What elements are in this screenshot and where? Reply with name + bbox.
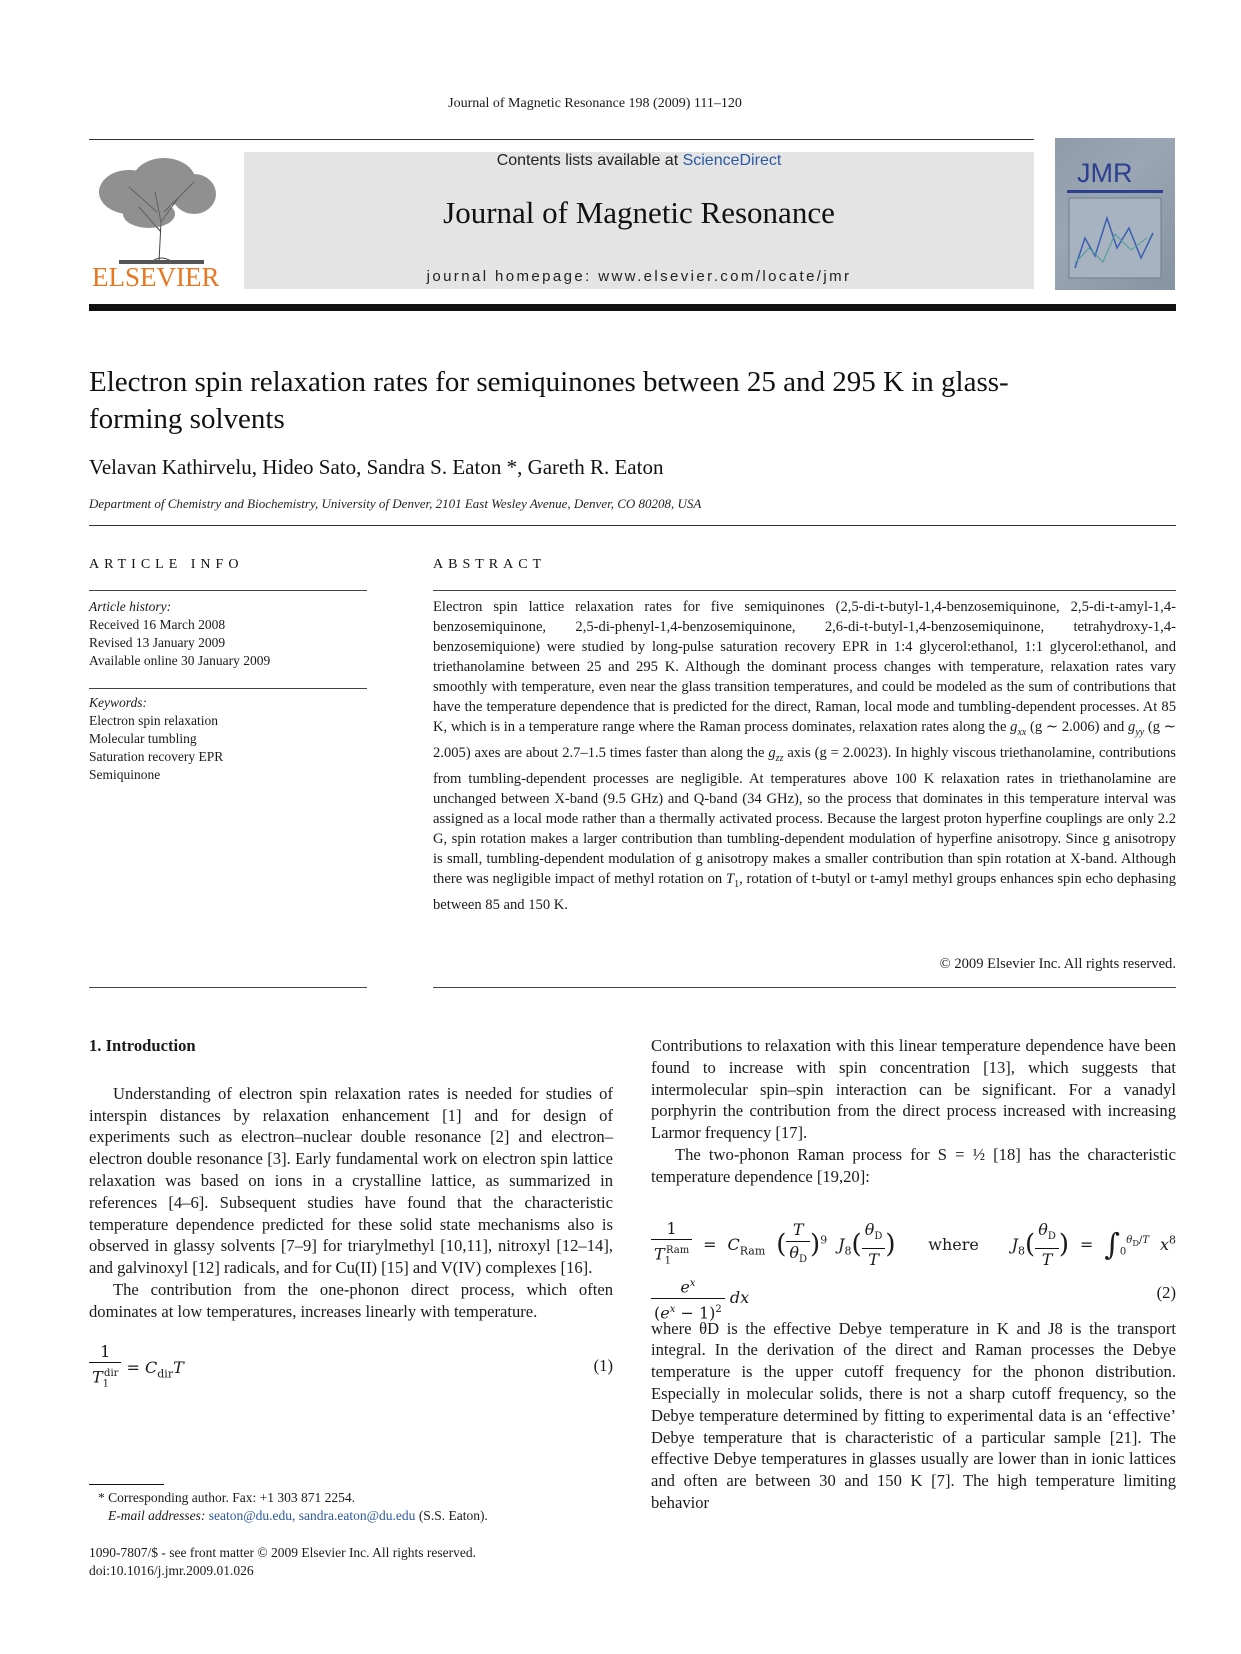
keyword: Electron spin relaxation — [89, 713, 218, 728]
journal-homepage[interactable]: journal homepage: www.elsevier.com/locate/jmr — [426, 268, 852, 285]
footer-meta — [89, 1544, 476, 1580]
journal-name: Journal of Magnetic Resonance — [443, 195, 835, 230]
abstract-part: (g ∼ 2.005) axes are about 2.7–1.5 times faster than along the — [433, 719, 1177, 761]
keyword: Semiquinone — [89, 767, 161, 782]
header-thick-rule — [89, 304, 1176, 311]
contents-prefix: Contents lists available at — [496, 152, 683, 169]
body-right-column — [651, 1035, 1176, 1514]
abstract-heading: ABSTRACT — [433, 557, 547, 572]
body-paragraph: Contributions to relaxation with this linear temperature dependence have been found to increase with spin concentration [13], which suggests that intermolecular spin–spin interaction can be significant. For a vanadyl porphyrin the contribution from the direct process increased with increasing Larmor frequency [17]. — [651, 1036, 1176, 1143]
keyword: Molecular tumbling — [89, 731, 197, 746]
logo-text: ELSEVIER — [92, 262, 219, 292]
article-authors: Velavan Kathirvelu, Hideo Sato, Sandra S. Eaton *, Gareth R. Eaton — [89, 455, 664, 479]
online-date: Available online 30 January 2009 — [89, 653, 271, 668]
abstract-text: Electron spin lattice relaxation rates for five semiquinones (2,5-di-t-butyl-1,4-benzosemiquinone, 2,5-di-t-amyl-1,4-benzosemiquinone, 2,5-di-phenyl-1,4-benzosemiquinone, 2,6-di-t-butyl-1,4-benzosemiquinone, tetrahydroxy-1,4-benzosemiquione) were studied by long-pulse saturation recovery EPR in 1:4 glycerol:ethanol, 1:1 glycerol:ethanol, and triethanolamine between 25 and 295 K. Although the dominant process changes with temperature, relaxation rates vary smoothly with temperature, even near the glass transition temperatures, and could be modeled as the sum of contributions that have the temperature dependence that is predicted for the direct, Raman, local mode and tumbling-dependent processes. At 85 K, which is in a temperature range where the Raman process dominates, relaxation rates along the $g_{xx}$ (g ∼ 2.006) and $g_{yy}$ (g ∼ 2.005) axes are about 2.7–1.5 times faster than along the $g_{zz}$ axis (g = 2.0023). In highly viscous triethanolamine, contributions from tumbling-dependent processes are negligible. At temperatures above 100 K relaxation rates in triethanolamine are unchanged between X-band (9.5 GHz) and Q-band (34 GHz), so the process that dominates in this temperature interval was assigned as a local mode rather than a thermally activated process. Because the largest proton hyperfine couplings are only 2.2 G, spin rotation makes a larger contribution than tumbling-dependent modulation of hyperfine anisotropy. Since g anisotropy is small, tumbling-dependent modulation of g anisotropy makes a smaller contribution than spin rotation at X-band. Although there was negligible impact of methyl rotation on $T_1$, rotation of t-butyl or t-amyl methyl groups enhances spin echo dephasing between 85 and 150 K. — [433, 599, 1177, 913]
article-info-end-rule — [89, 987, 367, 988]
abstract-rule — [433, 590, 1176, 591]
keywords-rule — [89, 688, 367, 689]
article-title: Electron spin relaxation rates for semiquinones between 25 and 295 K in glass-forming solvents — [89, 366, 1009, 435]
cover-title: JMR — [1077, 158, 1133, 188]
abstract-part: Electron spin lattice relaxation rates for five semiquinones (2,5-di-t-butyl-1,4-benzosemiquinone, 2,5-di-t-amyl-1,4-benzosemiquinone, 2,5-di-phenyl-1,4-benzosemiquinone, 2,6-di-t-butyl-1,4-benzosemiquinone, tetrahydroxy-1,4-benzosemiquione) were studied by long-pulse saturation recovery EPR in 1:4 glycerol:ethanol, 1:1 glycerol:ethanol, and triethanolamine between 25 and 295 K. Although the dominant process changes with temperature, relaxation rates vary smoothly with temperature, even near the glass transition temperatures, and could be modeled as the sum of contributions that have the temperature dependence that is predicted for the direct, Raman, local mode and tumbling-dependent processes. At 85 K, which is in a temperature range where the Raman process dominates, relaxation rates along the — [433, 599, 1176, 735]
equation-body: $\frac{1}{T_1^{Ram}}$ = $C_{Ram}$ ( $\frac{T}{\theta_D}$ )$^9$ $J_8$( $\frac{\theta_D}{T}$ ) where $J_8$( $\frac{\theta_D}{T}$ ) = $\int_0^{\theta_D/T}$ $x^8$ $\frac{e^x}{(e^x - 1)^2}$ dx — [651, 1218, 1176, 1324]
doi-line[interactable]: doi:10.1016/j.jmr.2009.01.026 — [89, 1563, 254, 1578]
email-line — [98, 1507, 488, 1525]
elsevier-logo — [89, 152, 219, 292]
received-date: Received 16 March 2008 — [89, 617, 226, 632]
footnote-rule — [89, 1484, 164, 1485]
issn-line: 1090-7807/$ - see front matter © 2009 Elsevier Inc. All rights reserved. — [89, 1545, 477, 1560]
body-paragraph: where θD is the effective Debye temperature in K and J8 is the transport integral. In the derivation of the direct and Raman processes the Debye temperature is the upper cutoff frequency for the phonon distribution. Especially in molecular solids, there is not a sharp cutoff frequency, so the Debye temperature determined by fitting to experimental data is an ‘effective’ Debye temperature that is characteristic of a particular sample [21]. The effective Debye temperatures in glasses usually are lower than in ionic lattices and often are between 30 and 150 K [7]. The high temperature limiting behavior — [651, 1318, 1176, 1512]
body-paragraph: Understanding of electron spin relaxation rates is needed for studies of interspin distances by relaxation enhancement [1] and for design of experiments such as electron–nuclear double resonance [2] and electron–electron double resonance [3]. Early fundamental work on electron spin lattice relaxation was based on ions in a crystalline lattice, as summarized in references [4–6]. Subsequent studies have found that the characteristic temperature dependence predicted for these solid state mechanisms also is observed in glassy solvents [7–9] for triarylmethyl [10,11], nitroxyl [12–14], and galvinoxyl [12] radicals, and for Cu(II) [15] and V(IV) complexes [16]. — [89, 1083, 613, 1278]
abstract-part: , rotation of t-butyl or t-amyl methyl groups enhances spin echo dephasing between 85 and 150 K. — [433, 870, 1176, 913]
article-info-rule — [89, 590, 367, 591]
journal-reference: Journal of Magnetic Resonance 198 (2009) 111–120 — [448, 96, 742, 111]
keywords — [89, 694, 223, 784]
equation-number: (2) — [1156, 1282, 1176, 1302]
history-label: Article history: — [89, 599, 172, 614]
contents-line — [244, 152, 1034, 170]
abstract-end-rule — [433, 987, 1176, 988]
abstract-part: axis (g = 2.0023). In highly viscous triethanolamine, contributions from tumbling-dependent processes are negligible. At temperatures above 100 K relaxation rates in triethanolamine are unchanged between X-band (9.5 GHz) and Q-band (34 GHz), so the process that dominates in this temperature interval was assigned as a local mode rather than a thermally activated process. Because the largest proton hyperfine couplings are only 2.2 G, spin rotation makes a larger contribution than tumbling-dependent modulation of hyperfine anisotropy. Since g anisotropy is small, tumbling-dependent modulation of g anisotropy makes a smaller contribution than spin rotation at X-band. Although there was negligible impact of methyl rotation on — [433, 744, 1176, 887]
keywords-label: Keywords: — [89, 695, 147, 710]
abstract-copyright: © 2009 Elsevier Inc. All rights reserved. — [939, 956, 1176, 972]
equation-number: (1) — [593, 1355, 613, 1375]
footnote — [98, 1489, 488, 1525]
article-history — [89, 598, 270, 670]
article-info-heading: ARTICLE INFO — [89, 557, 244, 572]
body-paragraph: The contribution from the one-phonon direct process, which often dominates at low temperatures, increases linearly with temperature. — [89, 1279, 613, 1321]
abstract-part: (g ∼ 2.006) and — [1030, 719, 1129, 735]
equation-1 — [89, 1335, 613, 1397]
body-paragraph: The two-phonon Raman process for S = ½ [18] has the characteristic temperature dependence [19,20]: — [651, 1144, 1176, 1186]
email-suffix: (S.S. Eaton). — [415, 1508, 488, 1523]
affiliation-rule — [89, 525, 1176, 526]
section-heading: 1. Introduction — [89, 1036, 196, 1055]
revised-date: Revised 13 January 2009 — [89, 635, 226, 650]
article-affiliation: Department of Chemistry and Biochemistry, University of Denver, 2101 East Wesley Avenue, Denver, CO 80208, USA — [89, 496, 702, 511]
keyword: Saturation recovery EPR — [89, 749, 224, 764]
email-links[interactable]: seaton@du.edu, sandra.eaton@du.edu — [208, 1508, 416, 1523]
equation-body: $\frac{1}{T_1^{dir}}$ = $C_{dir}T$ — [89, 1341, 184, 1396]
equation-2 — [651, 1212, 1176, 1323]
email-label: E-mail addresses: — [108, 1508, 209, 1523]
tree-icon — [89, 152, 219, 292]
body-left-column — [89, 1035, 613, 1407]
sciencedirect-link[interactable]: ScienceDirect — [682, 152, 782, 169]
journal-cover — [1055, 138, 1175, 290]
top-rule — [89, 139, 1034, 140]
corresponding-author: * Corresponding author. Fax: +1 303 871 2254. — [98, 1490, 355, 1505]
